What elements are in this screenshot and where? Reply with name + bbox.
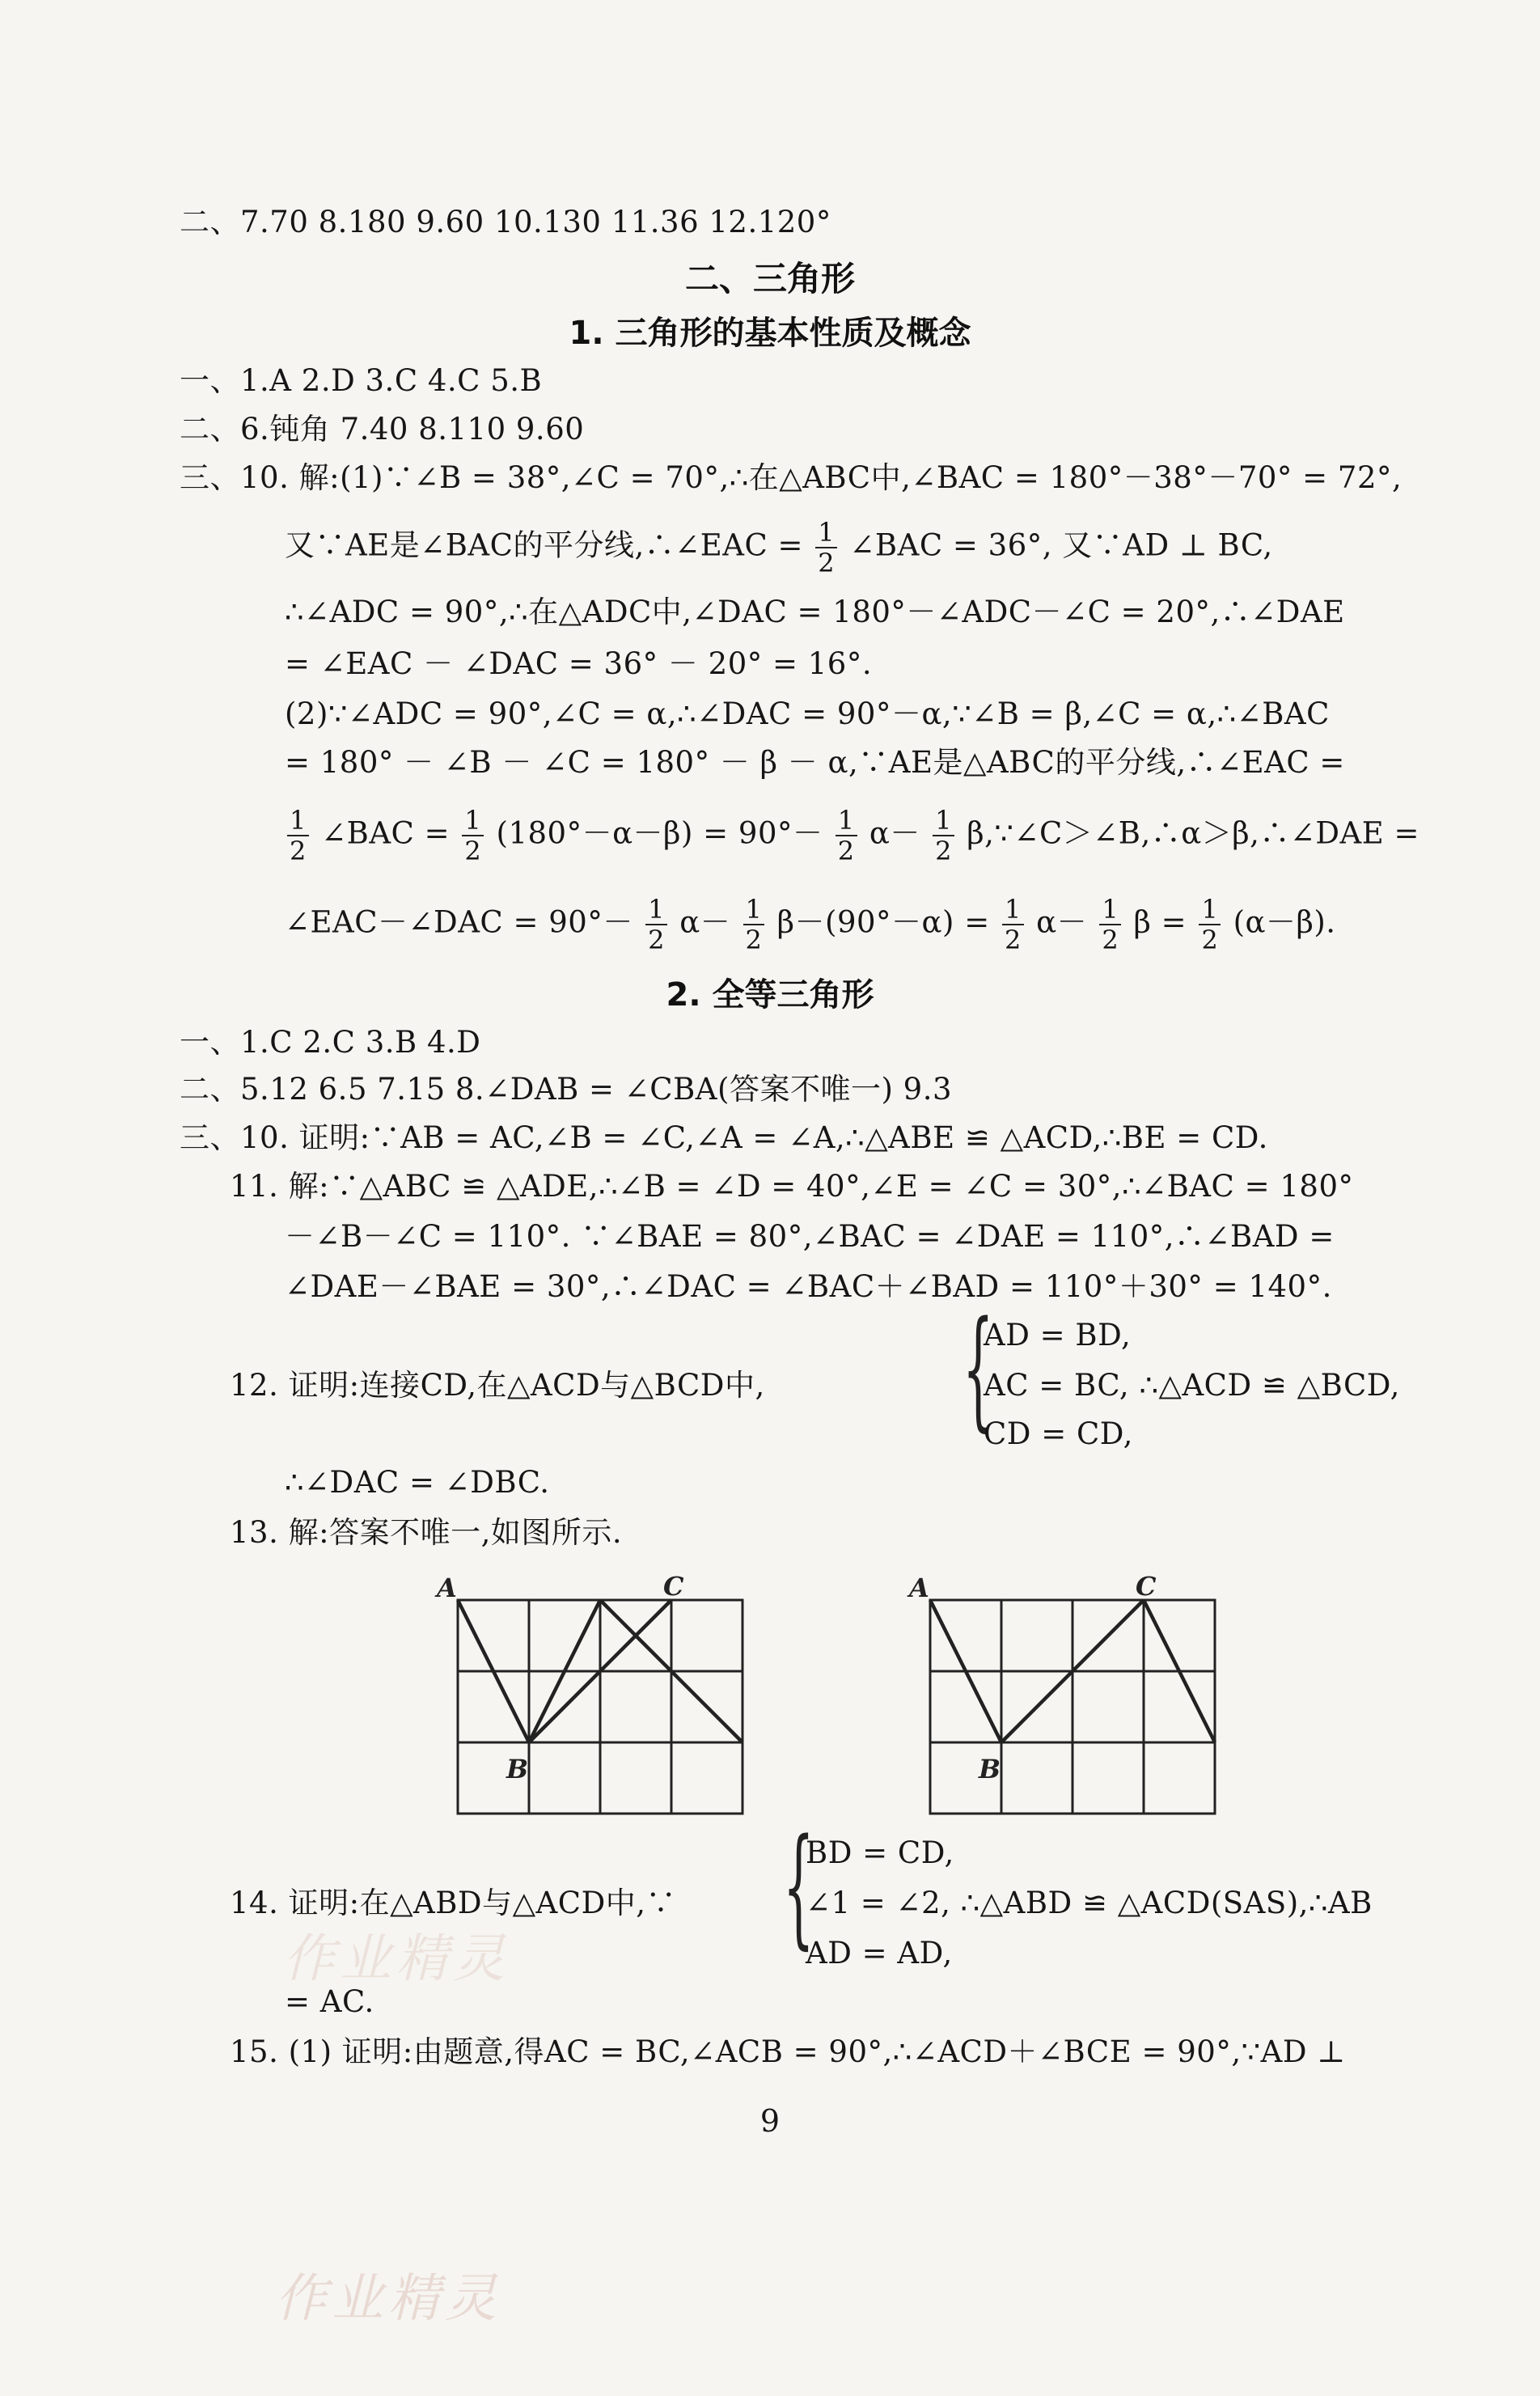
answer-line: 三、10. 证明:∵AB = AC,∠B = ∠C,∠A = ∠A,∴△ABE ≌ △ACD,∴BE = CD.: [180, 1120, 1268, 1155]
fraction-denominator: 2: [464, 836, 482, 866]
fraction-denominator: 2: [745, 925, 763, 955]
system-brace: {: [783, 1810, 814, 1962]
system-line: ∠1 = ∠2, ∴△ABD ≌ △ACD(SAS),∴AB: [806, 1886, 1373, 1920]
fraction-half: [933, 807, 954, 864]
system-line: BD = CD,: [806, 1835, 954, 1870]
watermark: 作业精灵: [275, 2269, 501, 2329]
fraction-numerator: 1: [287, 807, 309, 836]
answer-line: 12. 证明:连接CD,在△ACD与△BCD中,: [230, 1368, 765, 1403]
fraction-denominator: 2: [837, 836, 855, 866]
system-line: AD = AD,: [806, 1936, 953, 1971]
answer-line: 11. 解:∵△ABC ≌ △ADE,∴∠B = ∠D = 40°,∠E = ∠C = 30°,∴∠BAC = 180°: [230, 1169, 1354, 1204]
text-segment: ∠EAC－∠DAC = 90°－: [285, 904, 633, 940]
system-line: CD = CD,: [984, 1416, 1133, 1451]
system-line: AC = BC, ∴△ACD ≌ △BCD,: [984, 1368, 1400, 1403]
fraction-numerator: 1: [645, 896, 667, 925]
point-label-a: A: [909, 1573, 929, 1603]
text-segment: β,∵∠C＞∠B,∴α＞β,∴∠DAE =: [967, 815, 1420, 851]
answer-line: 13. 解:答案不唯一,如图所示.: [230, 1515, 623, 1550]
point-label-c: C: [663, 1571, 684, 1602]
fraction-half: [743, 896, 765, 953]
fraction-denominator: 2: [1005, 925, 1022, 955]
answer-line: = AC.: [285, 1984, 374, 2019]
fraction-denominator: 2: [1201, 925, 1219, 955]
fraction-half: [1199, 896, 1221, 953]
text-segment: ∠BAC =: [321, 815, 451, 851]
text-segment: α－: [1036, 904, 1088, 940]
fraction-denominator: 2: [648, 925, 665, 955]
answer-line: = ∠EAC － ∠DAC = 36° － 20° = 16°.: [285, 646, 873, 681]
fraction-numerator: 1: [815, 519, 837, 548]
answer-line: 二、5.12 6.5 7.15 8.∠DAB = ∠CBA(答案不唯一) 9.3: [180, 1072, 952, 1107]
answer-line: [285, 896, 1336, 953]
fraction-half: [815, 519, 837, 576]
text-segment: (180°－α－β) = 90°－: [496, 815, 823, 851]
fraction-denominator: 2: [1102, 925, 1119, 955]
fraction-numerator: 1: [743, 896, 765, 925]
answer-line: ∴∠ADC = 90°,∴在△ADC中,∠DAC = 180°－∠ADC－∠C = 20°,∴∠DAE: [285, 595, 1345, 629]
fraction-half: [1002, 896, 1024, 953]
answer-line: 14. 证明:在△ABD与△ACD中,∵: [230, 1886, 677, 1920]
fraction-denominator: 2: [818, 548, 836, 578]
text-segment: β =: [1133, 904, 1187, 940]
answer-line: 15. (1) 证明:由题意,得AC = BC,∠ACB = 90°,∴∠ACD＋∠BCE = 90°,∵AD ⊥: [230, 2034, 1346, 2069]
answer-line: 一、1.C 2.C 3.B 4.D: [180, 1025, 481, 1060]
fraction-half: [462, 807, 484, 864]
system-brace: {: [962, 1293, 994, 1444]
grid-figure-right: [903, 1569, 1242, 1823]
answer-line: ∠DAE－∠BAE = 30°,∴∠DAC = ∠BAC＋∠BAD = 110°＋30° = 140°.: [285, 1269, 1332, 1304]
text-segment: α－: [869, 815, 920, 851]
answer-line: 一、1.A 2.D 3.C 4.C 5.B: [180, 363, 543, 398]
chapter-heading: 二、三角形: [684, 259, 855, 298]
fraction-numerator: 1: [1002, 896, 1024, 925]
fraction-numerator: 1: [462, 807, 484, 836]
fraction-denominator: 2: [290, 836, 307, 866]
fraction-denominator: 2: [935, 836, 953, 866]
point-label-b: B: [506, 1754, 529, 1784]
point-label-a: A: [437, 1573, 457, 1603]
fraction-numerator: 1: [1199, 896, 1221, 925]
fraction-half: [287, 807, 309, 864]
point-label-c: C: [1136, 1571, 1157, 1602]
fraction-half: [1099, 896, 1121, 953]
fraction-half: [836, 807, 857, 864]
text-segment: β－(90°－α) =: [776, 904, 990, 940]
grid-figure-left: [429, 1569, 768, 1823]
text-segment: α－: [679, 904, 731, 940]
answer-line: (2)∵∠ADC = 90°,∠C = α,∴∠DAC = 90°－α,∵∠B = β,∠C = α,∴∠BAC: [285, 696, 1330, 731]
section-heading: 2. 全等三角形: [666, 976, 874, 1014]
text-segment: (α－β).: [1233, 904, 1336, 940]
point-label-b: B: [979, 1754, 1001, 1784]
fraction-numerator: 1: [1099, 896, 1121, 925]
system-line: AD = BD,: [984, 1318, 1132, 1353]
answer-line: 三、10. 解:(1)∵∠B = 38°,∠C = 70°,∴在△ABC中,∠BAC = 180°－38°－70° = 72°,: [180, 460, 1402, 495]
fraction-numerator: 1: [933, 807, 954, 836]
watermark: 作业精灵: [283, 1929, 510, 1989]
answer-line: ∴∠DAC = ∠DBC.: [285, 1465, 550, 1500]
answer-line: = 180° － ∠B － ∠C = 180° － β － α,∵AE是△ABC的平分线,∴∠EAC =: [285, 745, 1345, 780]
answer-line: [285, 519, 1273, 576]
text-segment: ∠BAC = 36°, 又∵AD ⊥ BC,: [849, 527, 1273, 563]
fraction-numerator: 1: [836, 807, 857, 836]
answer-line: －∠B－∠C = 110°. ∵∠BAE = 80°,∠BAC = ∠DAE = 110°,∴∠BAD =: [285, 1219, 1335, 1254]
answer-line: [285, 807, 1419, 864]
fraction-half: [645, 896, 667, 953]
section-heading: 1. 三角形的基本性质及概念: [569, 315, 971, 352]
page-number: 9: [759, 2103, 781, 2139]
text-segment: 又∵AE是∠BAC的平分线,∴∠EAC =: [285, 527, 804, 563]
answer-line: 二、6.钝角 7.40 8.110 9.60: [180, 412, 585, 447]
answer-line: 二、7.70 8.180 9.60 10.130 11.36 12.120°: [180, 205, 831, 239]
